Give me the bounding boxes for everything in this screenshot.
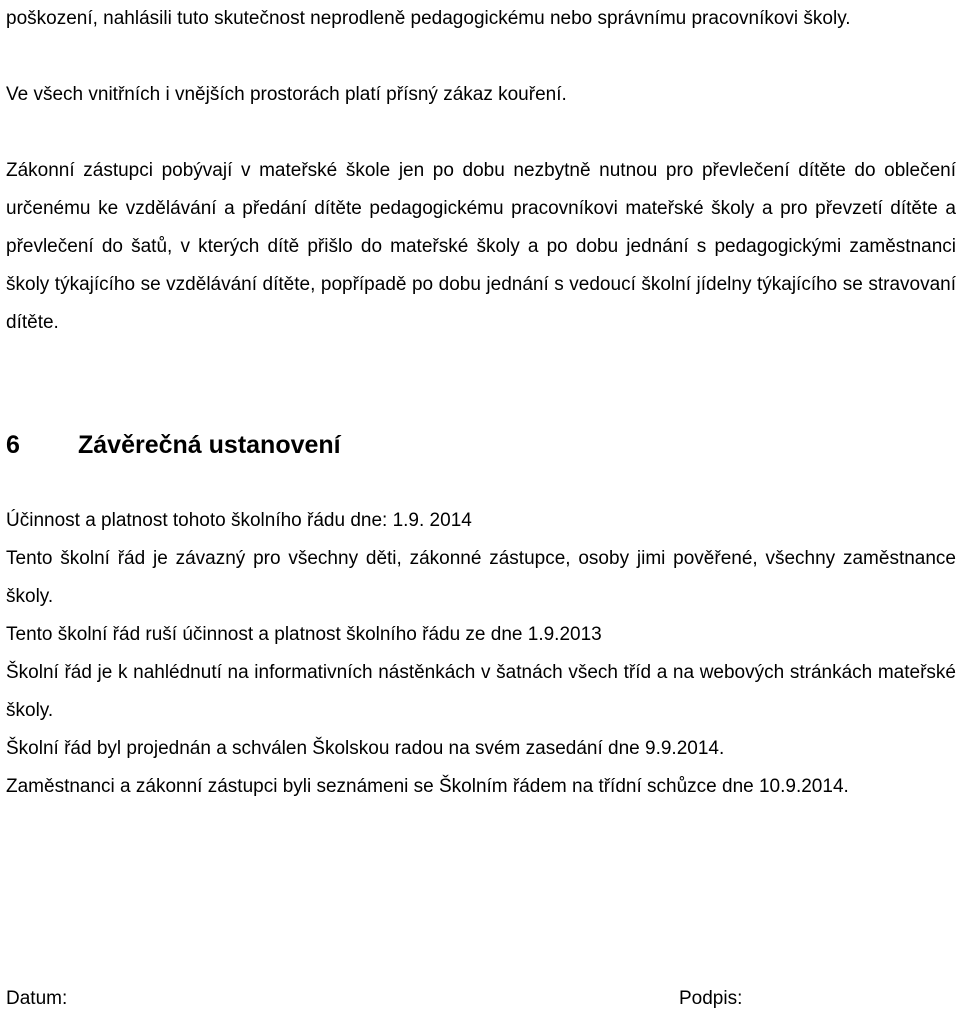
section-title: Závěrečná ustanovení (78, 431, 341, 459)
document-page (6, 0, 956, 806)
date-label: Datum: (6, 988, 68, 1009)
paragraph-supersedes: Tento školní řád ruší účinnost a platnost školního řádu ze dne 1.9.2013 (6, 624, 602, 645)
paragraph-guardians-presence: Zákonní zástupci pobývají v mateřské škole jen po dobu nezbytně nutnou pro převlečení dítěte do oblečení určenému ke vzdělávání a předání dítěte pedagogickému pracovníkovi mateřské školy a pro převzetí dítěte a převlečení do šatů, v kterých dítě přišlo do mateřské školy a po dobu jednání s pedagogickými zaměstnanci školy týkajícího se vzdělávání dítěte, popřípadě po dobu jednání s vedoucí školní jídelny týkajícího se stravovaní dítěte. (6, 160, 956, 333)
paragraph-acquaintance: Zaměstnanci a zákonní zástupci byli seznámeni se Školním řádem na třídní schůzce dne 10.9.2014. (6, 776, 849, 797)
paragraph-availability: Školní řád je k nahlédnutí na informativních nástěnkách v šatnách všech tříd a na webových stránkách mateřské školy. (6, 662, 956, 721)
paragraph-approval: Školní řád byl projednán a schválen Školskou radou na svém zasedání dne 9.9.2014. (6, 738, 725, 759)
signature-label: Podpis: (679, 988, 743, 1009)
section-number: 6 (6, 431, 20, 459)
paragraph-smoking-ban: Ve všech vnitřních i vnějších prostorách platí přísný zákaz kouření. (6, 84, 567, 105)
paragraph-reporting: poškození, nahlásili tuto skutečnost neprodleně pedagogickému nebo správnímu pracovníkovi školy. (6, 8, 851, 29)
section-heading (6, 426, 956, 464)
paragraph-effective-date: Účinnost a platnost tohoto školního řádu dne: 1.9. 2014 (6, 510, 472, 531)
paragraph-binding: Tento školní řád je závazný pro všechny děti, zákonné zástupce, osoby jimi pověřené, všechny zaměstnance školy. (6, 548, 956, 607)
